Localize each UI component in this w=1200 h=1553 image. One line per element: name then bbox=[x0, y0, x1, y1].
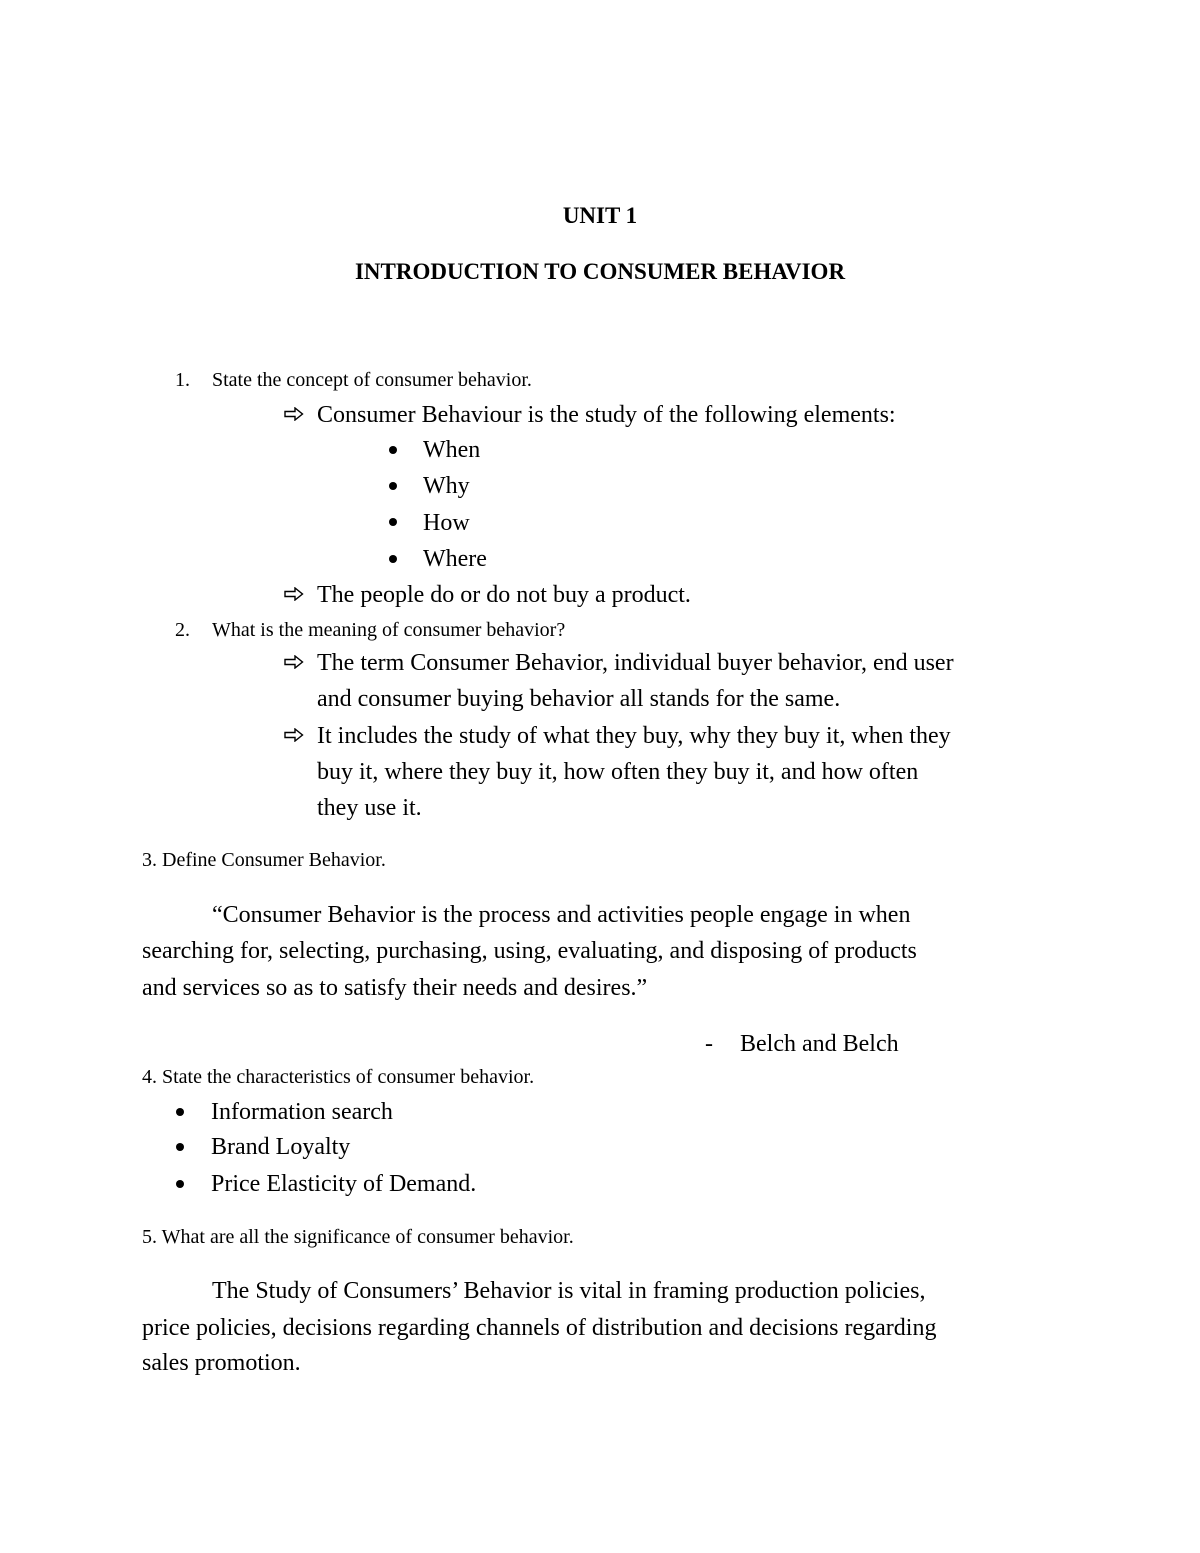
q2-answer2-line: It includes the study of what they buy, why they buy it, when they bbox=[317, 723, 951, 749]
bullet-icon bbox=[389, 446, 397, 454]
arrow-bullet-icon bbox=[284, 587, 304, 601]
q2-answer1-line: and consumer buying behavior all stands for the same. bbox=[317, 686, 841, 712]
q1-answer-intro: Consumer Behaviour is the study of the following elements: bbox=[317, 402, 896, 428]
q3-quote-line: searching for, selecting, purchasing, using, evaluating, and disposing of products bbox=[142, 938, 917, 964]
q5-answer-line: The Study of Consumers’ Behavior is vital in framing production policies, bbox=[212, 1278, 926, 1304]
q4-question: 4. State the characteristics of consumer behavior. bbox=[142, 1066, 535, 1088]
bullet-icon bbox=[176, 1143, 184, 1151]
document-title: INTRODUCTION TO CONSUMER BEHAVIOR bbox=[354, 259, 846, 284]
q5-answer-line: sales promotion. bbox=[142, 1350, 301, 1376]
arrow-bullet-icon bbox=[284, 407, 304, 421]
q4-item: Information search bbox=[211, 1099, 393, 1125]
q2-answer2-line: buy it, where they buy it, how often they buy it, and how often bbox=[317, 759, 919, 785]
arrow-bullet-icon bbox=[284, 655, 304, 669]
q1-question: State the concept of consumer behavior. bbox=[212, 369, 532, 391]
bullet-icon bbox=[389, 518, 397, 526]
q1-number: 1. bbox=[175, 369, 190, 391]
q2-question: What is the meaning of consumer behavior? bbox=[212, 619, 566, 641]
q4-item: Brand Loyalty bbox=[211, 1134, 351, 1160]
q4-item: Price Elasticity of Demand. bbox=[211, 1171, 477, 1197]
attribution-dash: - bbox=[705, 1031, 713, 1057]
q3-attribution: Belch and Belch bbox=[740, 1031, 899, 1057]
q1-answer-outro: The people do or do not buy a product. bbox=[317, 582, 691, 608]
bullet-icon bbox=[389, 555, 397, 563]
q5-question: 5. What are all the significance of consumer behavior. bbox=[142, 1226, 574, 1248]
q2-number: 2. bbox=[175, 619, 190, 641]
q1-element: When bbox=[423, 437, 481, 463]
q1-element: How bbox=[423, 510, 470, 536]
q2-answer1-line: The term Consumer Behavior, individual buyer behavior, end user bbox=[317, 650, 954, 676]
bullet-icon bbox=[176, 1180, 184, 1188]
q5-answer-line: price policies, decisions regarding channels of distribution and decisions regarding bbox=[142, 1315, 937, 1341]
arrow-bullet-icon bbox=[284, 728, 304, 742]
unit-heading: UNIT 1 bbox=[562, 203, 638, 228]
bullet-icon bbox=[389, 482, 397, 490]
q1-element: Where bbox=[423, 546, 487, 572]
q2-answer2-line: they use it. bbox=[317, 795, 422, 821]
bullet-icon bbox=[176, 1108, 184, 1116]
q3-quote-line: and services so as to satisfy their needs and desires.” bbox=[142, 975, 648, 1001]
q3-quote-line: “Consumer Behavior is the process and activities people engage in when bbox=[212, 902, 911, 928]
q1-element: Why bbox=[423, 473, 470, 499]
q3-question: 3. Define Consumer Behavior. bbox=[142, 849, 386, 871]
